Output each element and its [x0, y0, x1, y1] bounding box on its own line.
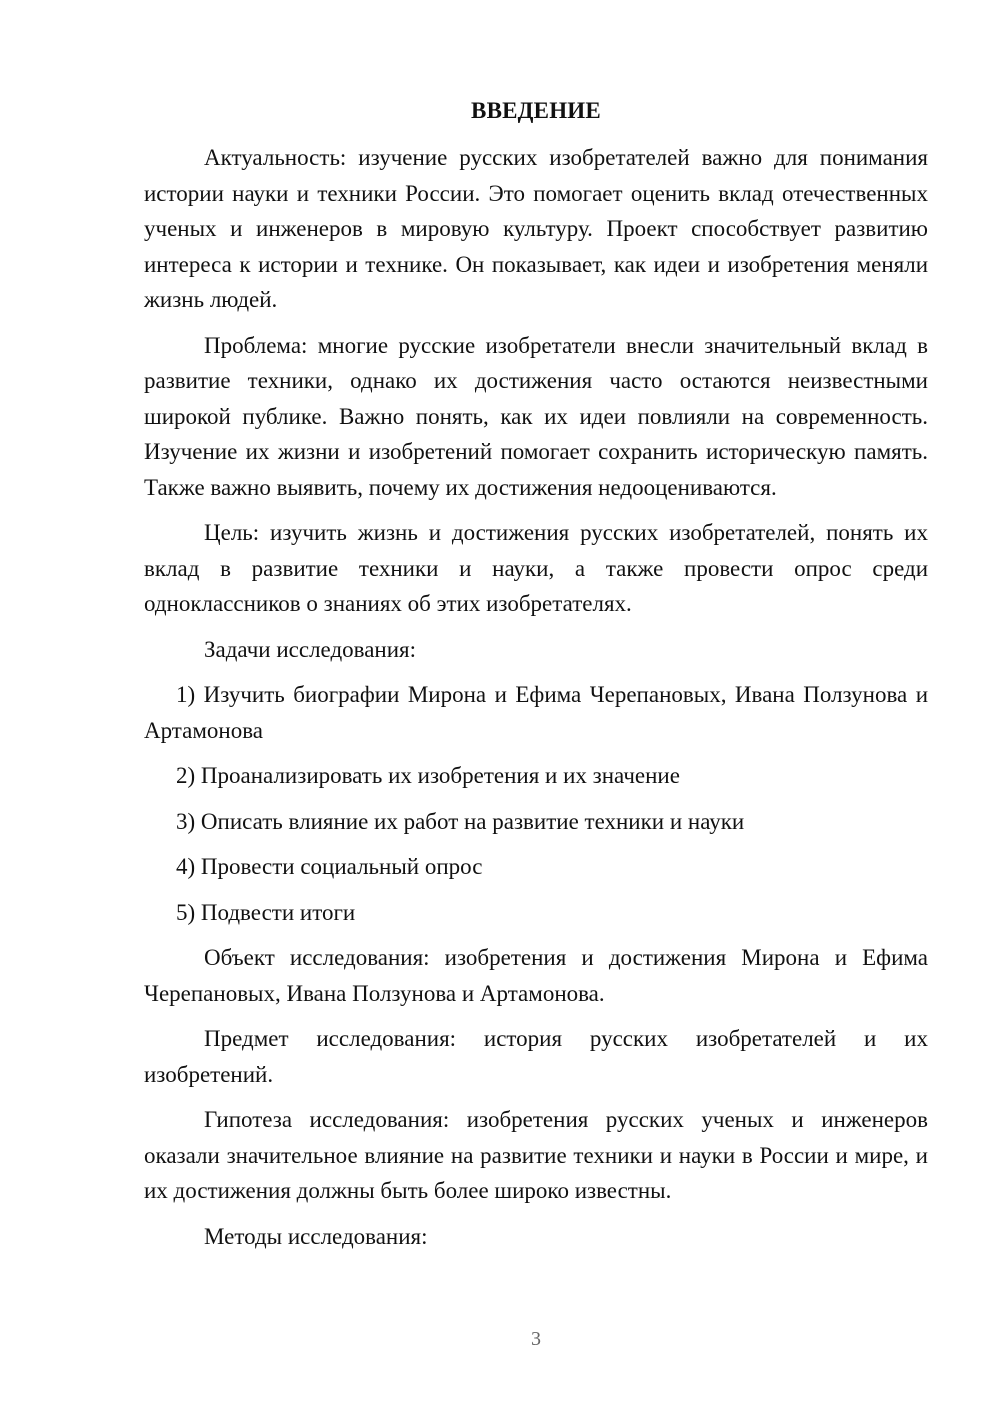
document-page	[144, 96, 928, 1264]
methods-heading: Методы исследования:	[204, 1223, 428, 1249]
tasks-heading: Задачи исследования:	[204, 636, 417, 662]
subject-paragraph: Предмет исследования: история русских изобретателей и их изобретений.	[144, 1026, 928, 1087]
object-paragraph: Объект исследования: изобретения и достижения Мирона и Ефима Черепановых, Ивана Ползунова и Артамонова.	[144, 945, 928, 1006]
hypothesis-paragraph: Гипотеза исследования: изобретения русских ученых и инженеров оказали значительное влияние на развитие техники и науки в России и мире, и их достижения должны быть более широко известны.	[144, 1107, 928, 1203]
section-title: ВВЕДЕНИЕ	[471, 98, 601, 123]
relevance-paragraph: Актуальность: изучение русских изобретателей важно для понимания истории науки и техники России. Это помогает оценить вклад отечественных ученых и инженеров в мировую культуру. Проект способствует развитию интереса к истории и технике. Он показывает, как идеи и изобретения меняли жизнь людей.	[144, 145, 928, 312]
problem-paragraph: Проблема: многие русские изобретатели внесли значительный вклад в развитие техники, однако их достижения часто остаются неизвестными широкой публике. Важно понять, как их идеи повлияли на современность. Изучение их жизни и изобретений помогает сохранить историческую память. Также важно выявить, почему их достижения недооцениваются.	[144, 332, 928, 500]
goal-paragraph: Цель: изучить жизнь и достижения русских изобретателей, понять их вклад в развитие техники и науки, а также провести опрос среди одноклассников о знаниях об этих изобретателях.	[144, 520, 928, 616]
task-item-3: 3) Описать влияние их работ на развитие техники и науки	[176, 808, 745, 834]
task-item-5: 5) Подвести итоги	[176, 899, 356, 925]
tasks-list	[144, 677, 928, 930]
task-item-2: 2) Проанализировать их изобретения и их значение	[176, 763, 680, 788]
page-number: 3	[531, 1328, 541, 1350]
task-item-4: 4) Провести социальный опрос	[176, 854, 483, 879]
task-item-1: 1) Изучить биографии Мирона и Ефима Черепановых, Ивана Ползунова и Артамонова	[144, 682, 928, 743]
